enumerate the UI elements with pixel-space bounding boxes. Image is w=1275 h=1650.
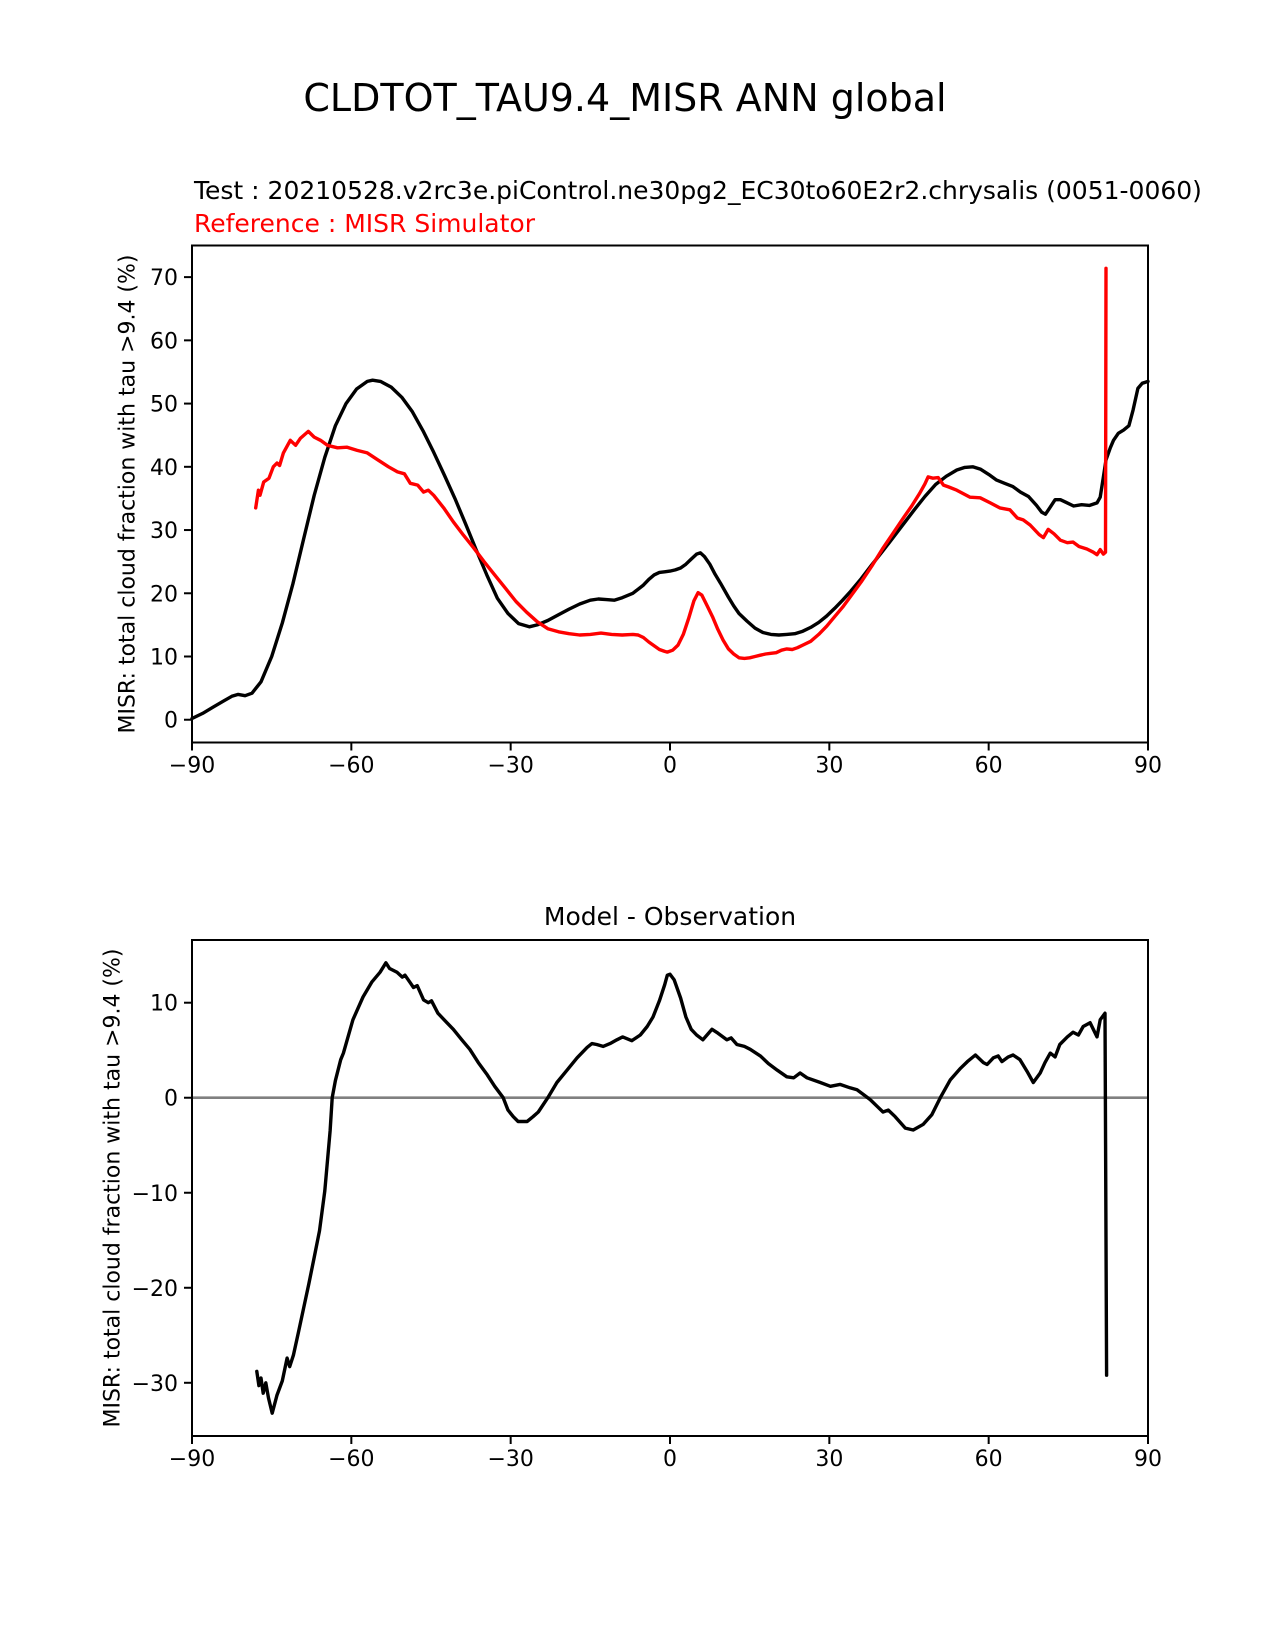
bottom-chart-ylabel: MISR: total cloud fraction with tau >9.4 (%)	[100, 948, 126, 1428]
zonal-mean-panel-y-tick-label: 40	[150, 455, 178, 481]
difference-panel-x-tick-label: 30	[815, 1447, 844, 1472]
zonal-mean-panel-y-tick-label: 70	[150, 266, 178, 292]
zonal-mean-panel-x-tick-label: 0	[663, 753, 677, 779]
difference-panel-x-tick-label: 90	[1134, 1447, 1162, 1472]
difference-panel-x-tick-label: −30	[487, 1447, 534, 1472]
difference-panel-y-tick-label: 0	[164, 1086, 178, 1112]
difference-panel-axes-frame	[192, 940, 1148, 1436]
zonal-mean-panel-y-tick-label: 30	[150, 519, 178, 545]
zonal-mean-panel-x-tick-label: −60	[328, 753, 375, 779]
difference-panel-y-tick-label: 10	[150, 991, 178, 1017]
zonal-mean-panel-y-tick-label: 20	[150, 582, 178, 608]
zonal-mean-panel-x-tick-label: −30	[487, 753, 534, 779]
difference-panel-x-tick-label: 60	[974, 1447, 1003, 1472]
zonal-mean-panel-x-tick-label: 30	[815, 753, 844, 779]
difference-panel-y-tick-label: −10	[131, 1181, 178, 1207]
difference-panel-series-0-curve	[257, 963, 1107, 1413]
zonal-mean-panel-series-1-curve	[256, 268, 1106, 658]
difference-panel-y-tick-label: −30	[131, 1371, 178, 1397]
difference-panel-x-tick-label: 0	[663, 1447, 677, 1472]
zonal-mean-panel-series-0-curve	[192, 380, 1148, 718]
difference-panel-x-tick-label: −90	[168, 1447, 216, 1472]
zonal-mean-panel-x-tick-label: 90	[1134, 753, 1162, 779]
top-chart-ylabel: MISR: total cloud fraction with tau >9.4 (%)	[115, 254, 141, 734]
zonal-mean-panel-y-tick-label: 10	[150, 645, 178, 671]
page-title: CLDTOT_TAU9.4_MISR ANN global	[303, 76, 947, 120]
zonal-mean-panel-x-tick-label: −90	[168, 753, 216, 779]
zonal-mean-panel-axes-frame	[192, 246, 1148, 743]
difference-panel-y-tick-label: −20	[131, 1276, 178, 1302]
bottom-chart-title: Model - Observation	[543, 902, 797, 931]
zonal-mean-panel-x-tick-label: 60	[974, 753, 1003, 779]
reference-label: Reference : MISR Simulator	[194, 209, 535, 238]
test-run-label: Test : 20210528.v2rc3e.piControl.ne30pg2_EC30to60E2r2.chrysalis (0051-0060)	[194, 176, 1202, 205]
zonal-mean-panel-y-tick-label: 0	[164, 708, 178, 734]
zonal-mean-panel-y-tick-label: 60	[150, 329, 178, 355]
zonal-mean-panel-y-tick-label: 50	[150, 392, 178, 418]
difference-panel-x-tick-label: −60	[328, 1447, 375, 1472]
